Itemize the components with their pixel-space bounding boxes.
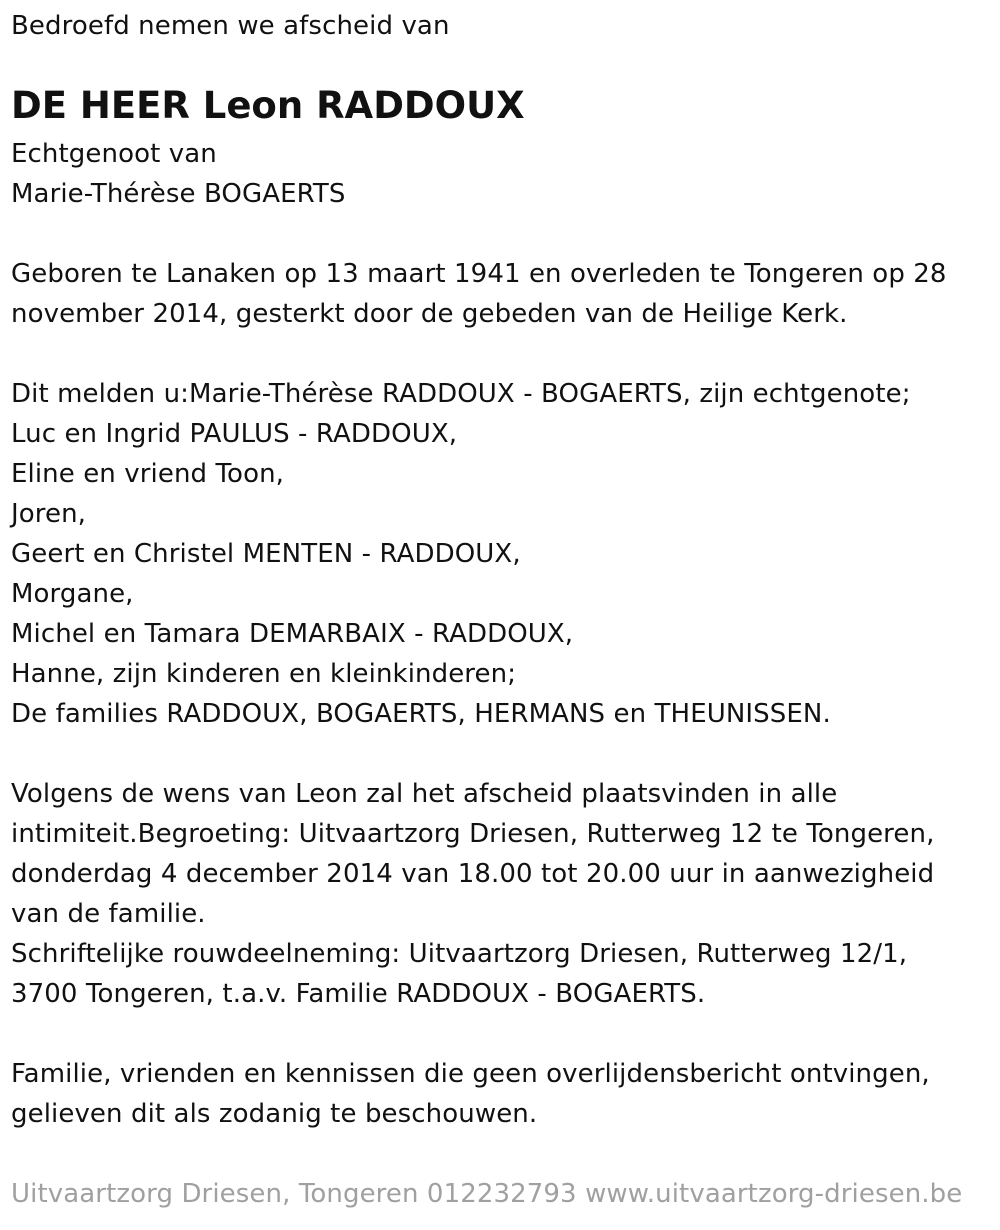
birth-death-section: [11, 254, 947, 334]
spouse-section: [11, 134, 346, 214]
family-line: De families RADDOUX, BOGAERTS, HERMANS en THEUNISSEN.: [11, 699, 831, 729]
family-line: Geert en Christel MENTEN - RADDOUX,: [11, 539, 521, 569]
farewell-line: van de familie.: [11, 899, 206, 929]
farewell-line: Schriftelijke rouwdeelneming: Uitvaartzorg Driesen, Rutterweg 12/1,: [11, 939, 908, 969]
closing-section: [11, 1054, 930, 1134]
birth-line: Geboren te Lanaken op 13 maart 1941 en overleden te Tongeren op 28: [11, 259, 947, 289]
birth-line: november 2014, gesterkt door de gebeden van de Heilige Kerk.: [11, 299, 848, 329]
family-line: Dit melden u:Marie-Thérèse RADDOUX - BOGAERTS, zijn echtgenote;: [11, 379, 911, 409]
farewell-line: Volgens de wens van Leon zal het afscheid plaatsvinden in alle: [11, 779, 838, 809]
farewell-line: 3700 Tongeren, t.a.v. Familie RADDOUX - BOGAERTS.: [11, 979, 706, 1009]
deceased-name: DE HEER Leon RADDOUX: [11, 84, 525, 127]
family-line: Hanne, zijn kinderen en kleinkinderen;: [11, 659, 517, 689]
farewell-line: donderdag 4 december 2014 van 18.00 tot 20.00 uur in aanwezigheid: [11, 859, 935, 889]
farewell-section: [11, 774, 934, 1014]
spouse-line: Marie-Thérèse BOGAERTS: [11, 179, 346, 209]
family-section: [11, 374, 911, 734]
family-line: Luc en Ingrid PAULUS - RADDOUX,: [11, 419, 458, 449]
farewell-line: intimiteit.Begroeting: Uitvaartzorg Driesen, Rutterweg 12 te Tongeren,: [11, 819, 935, 849]
funeral-home-footer: Uitvaartzorg Driesen, Tongeren 012232793 www.uitvaartzorg-driesen.be: [11, 1179, 963, 1209]
family-line: Michel en Tamara DEMARBAIX - RADDOUX,: [11, 619, 574, 649]
family-line: Eline en vriend Toon,: [11, 459, 285, 489]
family-line: Joren,: [11, 499, 87, 529]
spouse-line: Echtgenoot van: [11, 139, 217, 169]
family-line: Morgane,: [11, 579, 134, 609]
closing-line: gelieven dit als zodanig te beschouwen.: [11, 1099, 538, 1129]
closing-line: Familie, vrienden en kennissen die geen overlijdensbericht ontvingen,: [11, 1059, 930, 1089]
intro-text: Bedroefd nemen we afscheid van: [11, 11, 450, 41]
